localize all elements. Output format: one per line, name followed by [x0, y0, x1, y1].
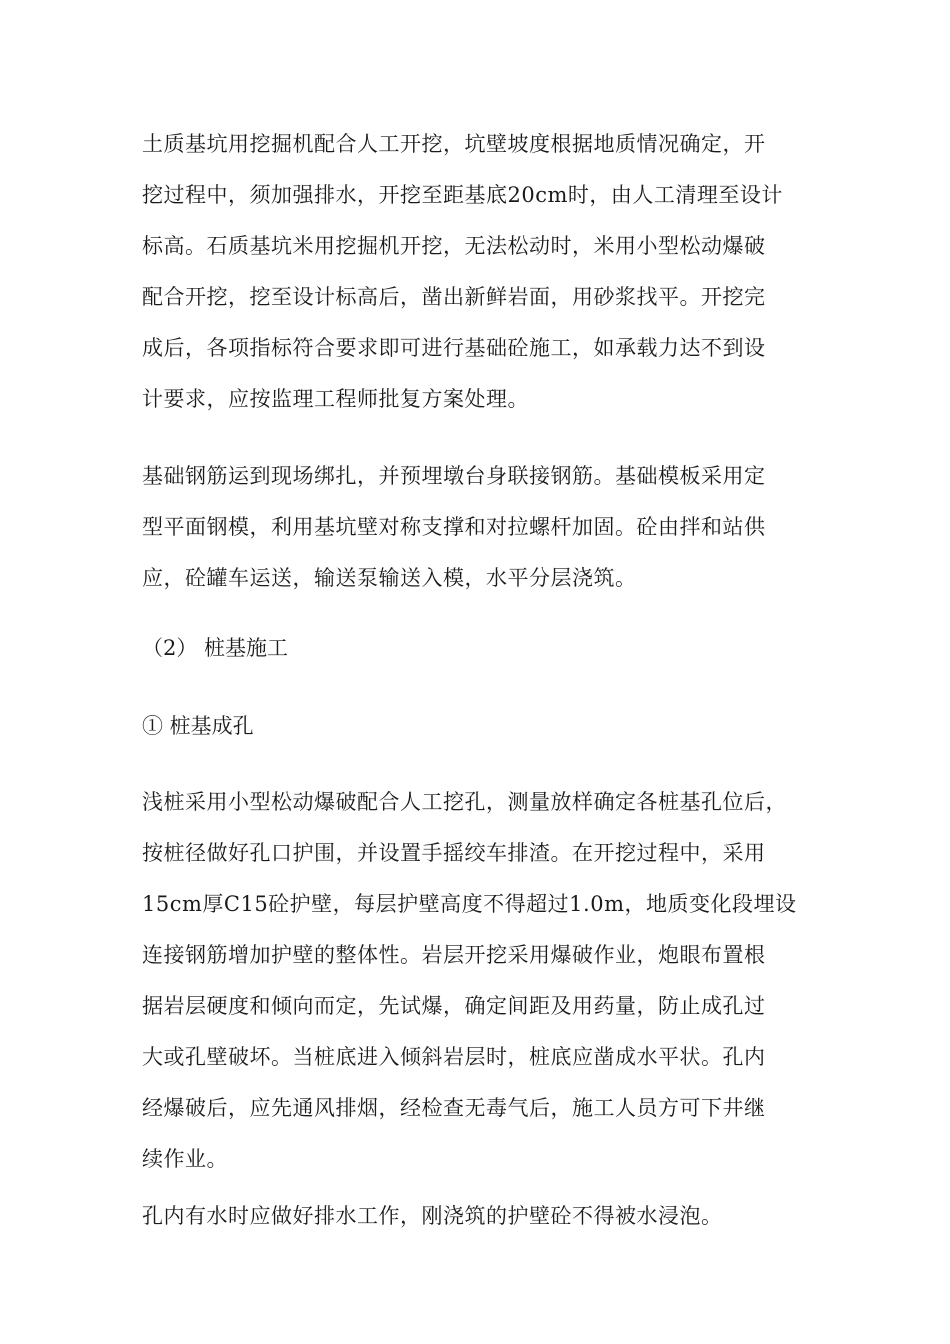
text-line: 型平面钢模，利用基坑壁对称支撑和对拉螺杆加固。砼由拌和站供	[142, 515, 766, 539]
text-line: 连接钢筋增加护壁的整体性。岩层开挖采用爆破作业，炮眼布置根	[142, 943, 766, 967]
text-line: 孔内有水时应做好排水工作，刚浇筑的护壁砼不得被水浸泡。	[142, 1204, 723, 1228]
paragraph-foundation-rebar	[142, 451, 802, 604]
text-line: 计要求，应按监理工程师批复方案处理。	[142, 387, 529, 411]
text-line: 成后，各项指标符合要求即可进行基础砼施工，如承载力达不到设	[142, 336, 766, 360]
text-line: 应，砼罐车运送，输送泵输送入模，水平分层浇筑。	[142, 566, 637, 590]
text-line: 土质基坑用挖掘机配合人工开挖，坑壁坡度根据地质情况确定，开	[142, 132, 766, 156]
section-heading-pile-construction: （2） 桩基施工	[142, 636, 289, 660]
text-line: 大或孔壁破坏。当桩底进入倾斜岩层时，桩底应凿成水平状。孔内	[142, 1045, 766, 1069]
text-line: 基础钢筋运到现场绑扎，并预埋墩台身联接钢筋。基础模板采用定	[142, 464, 766, 488]
text-line: 挖过程中，须加强排水，开挖至距基底20cm时，由人工清理至设计	[142, 183, 783, 207]
text-line: 配合开挖，挖至设计标高后，凿出新鲜岩面，用砂浆找平。开挖完	[142, 285, 766, 309]
text-line: 标高。石质基坑米用挖掘机开挖，无法松动时，米用小型松动爆破	[142, 234, 766, 258]
paragraph-pile-excavation	[142, 777, 802, 1185]
paragraph-water-drainage	[142, 1191, 802, 1242]
text-line: 经爆破后，应先通风排烟，经检查无毒气后，施工人员方可下井继	[142, 1096, 766, 1120]
text-line: 续作业。	[142, 1147, 228, 1171]
text-line: 据岩层硬度和倾向而定，先试爆，确定间距及用药量，防止成孔过	[142, 994, 766, 1018]
text-line: 按桩径做好孔口护围，并设置手摇绞车排渣。在开挖过程中，采用	[142, 841, 766, 865]
text-line: 浅桩采用小型松动爆破配合人工挖孔，测量放样确定各桩基孔位后，	[142, 790, 787, 814]
text-line: 15cm厚C15砼护壁，每层护壁高度不得超过1.0m，地质变化段埋设	[142, 892, 797, 916]
subsection-heading-pile-hole: ① 桩基成孔	[142, 714, 254, 738]
paragraph-earth-excavation	[142, 119, 802, 425]
